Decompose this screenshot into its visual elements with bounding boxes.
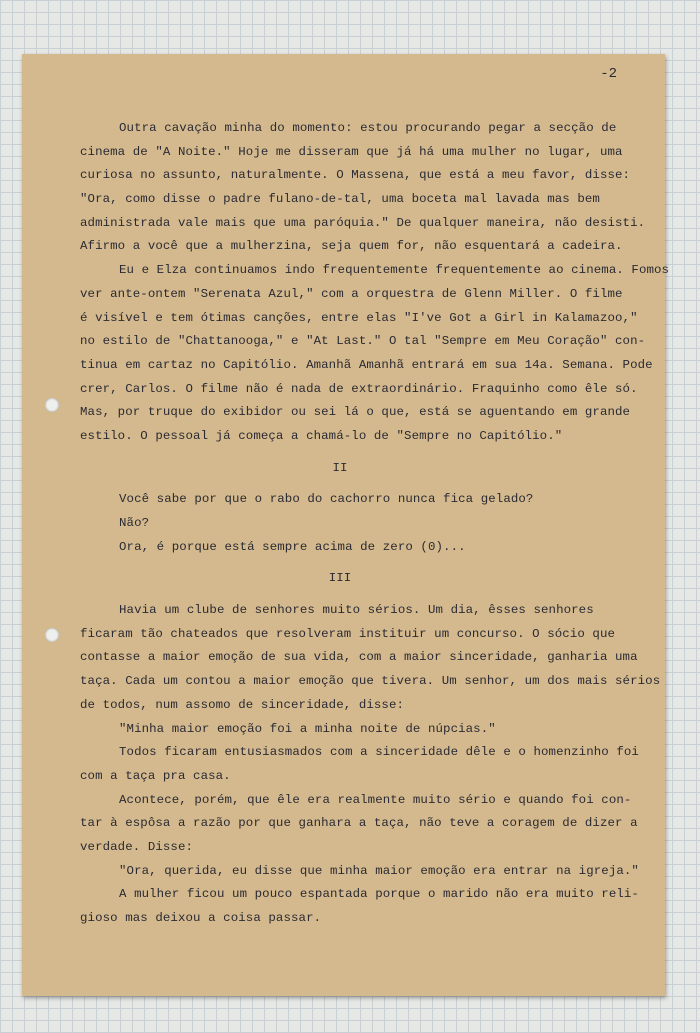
text-line: "Minha maior emoção foi a minha noite de núpcias." [119, 721, 496, 736]
text-line: ver ante-ontem "Serenata Azul," com a orquestra de Glenn Miller. O filme [80, 286, 623, 301]
text-line: com a taça pra casa. [80, 768, 231, 783]
text-line: A mulher ficou um pouco espantada porque o marido não era muito reli- [119, 887, 639, 902]
text-line: Afirmo a você que a mulherzina, seja quem for, não esquentará a cadeira. [80, 239, 623, 254]
punch-hole [45, 628, 59, 642]
page-number: -2 [600, 66, 617, 82]
text-line: curiosa no assunto, naturalmente. O Massena, que está a meu favor, disse: [80, 168, 631, 183]
text-line: verdade. Disse: [80, 839, 194, 854]
typewritten-page [22, 54, 670, 996]
text-line: no estilo de "Chattanooga," e "At Last." O tal "Sempre em Meu Coração" con- [80, 334, 646, 349]
text-line: taça. Cada um contou a maior emoção que tivera. Um senhor, um dos mais sérios [80, 674, 661, 689]
text-line: gioso mas deixou a coisa passar. [80, 911, 322, 925]
text-line: administrada vale mais que uma paróquia." De qualquer maneira, não desisti. [80, 215, 646, 230]
text-line: estilo. O pessoal já começa a chamá-lo de "Sempre no Capitólio." [80, 428, 563, 443]
section-heading: II [332, 460, 348, 475]
text-line: ficaram tão chateados que resolveram instituir um concurso. O sócio que [80, 626, 616, 641]
text-line: Outra cavação minha do momento: estou procurando pegar a secção de [119, 121, 617, 135]
text-line: Eu e Elza continuamos indo frequentemente frequentemente ao cinema. Fomos [119, 263, 670, 278]
text-line: Você sabe por que o rabo do cachorro nunca fica gelado? [119, 492, 534, 507]
text-line: cinema de "A Noite." Hoje me disseram que já há uma mulher no lugar, uma [80, 144, 623, 159]
text-line: Acontece, porém, que êle era realmente muito sério e quando foi con- [119, 792, 632, 807]
text-line: Mas, por truque do exibidor ou sei lá o que, está se aguentando em grande [80, 405, 631, 420]
text-line: tinua em cartaz no Capitólio. Amanhã Amanhã entrará em sua 14a. Semana. Pode [80, 357, 653, 372]
text-line: de todos, num assomo de sinceridade, disse: [80, 697, 405, 712]
text-line: é visível e tem ótimas canções, entre elas "I've Got a Girl in Kalamazoo," [80, 310, 638, 325]
text-line: "Ora, como disse o padre fulano-de-tal, uma boceta mal lavada mas bem [80, 192, 600, 207]
text-line: Não? [119, 516, 150, 530]
text-line: contasse a maior emoção de sua vida, com a maior sinceridade, ganharia uma [80, 650, 638, 665]
punch-hole [45, 398, 59, 412]
section-heading: III [328, 571, 352, 586]
text-line: "Ora, querida, eu disse que minha maior emoção era entrar na igreja." [119, 863, 639, 878]
body-text [80, 117, 670, 931]
text-line: Ora, é porque está sempre acima de zero (0)... [119, 539, 466, 554]
text-line: tar à espôsa a razão por que ganhara a taça, não teve a coragem de dizer a [80, 816, 638, 831]
text-line: Todos ficaram entusiasmados com a sinceridade dêle e o homenzinho foi [119, 745, 639, 760]
text-line: crer, Carlos. O filme não é nada de extraordinário. Fraquinho como êle só. [80, 381, 638, 396]
text-line: Havia um clube de senhores muito sérios. Um dia, êsses senhores [119, 603, 594, 618]
